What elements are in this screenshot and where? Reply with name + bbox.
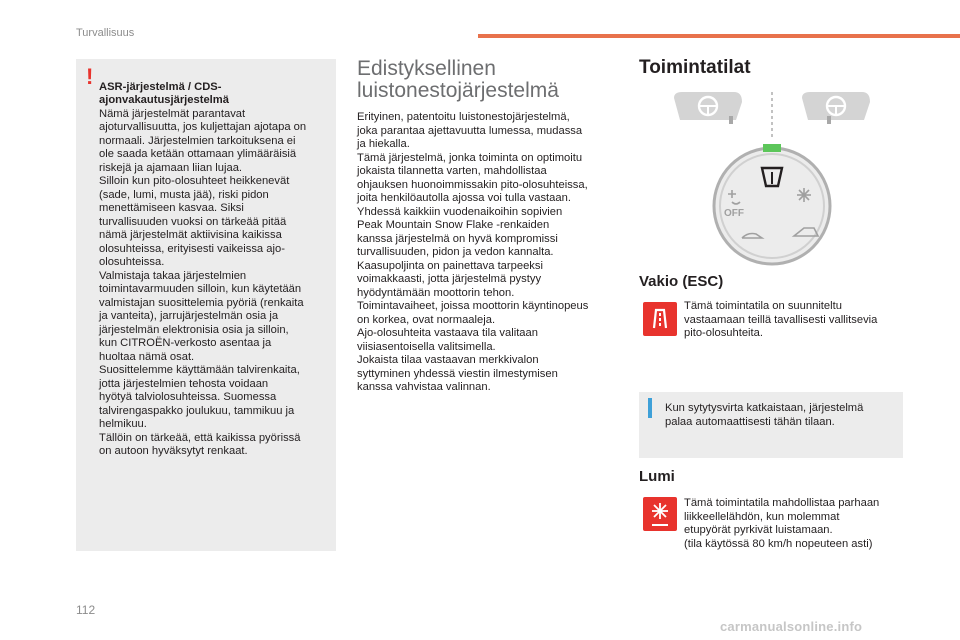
steering-wheel-right-icon: [802, 92, 870, 124]
warning-exclamation-icon: !: [86, 64, 94, 89]
info-i-icon: [648, 398, 652, 418]
snow-description: Tämä toimintatila mahdollistaa parhaan liikkeellelähdön, kun molemmat etupyörät pyrkivät luistamaan. (tila käytössä 80 km/h nopeuteen asti): [684, 497, 880, 550]
section-heading: Edistyksellinen luistonestojärjestelmä: [357, 57, 559, 102]
snow-heading: Lumi: [639, 468, 675, 485]
mode-dial-icon: [714, 144, 830, 264]
dial-off-label: OFF: [724, 208, 744, 219]
esc-description: Tämä toimintatila on suunniteltu vastaamaan teillä tavallisesti vallitsevia pito-olosuhteita.: [684, 300, 878, 339]
modes-heading: Toimintatilat: [639, 57, 751, 78]
warning-text: [99, 67, 331, 459]
page-number: 112: [76, 603, 96, 617]
section-body: Erityinen, patentoitu luistonestojärjestelmä, joka parantaa ajettavuutta lumessa, mudassa ja hiekalla. Tämä järjestelmä, jonka toiminta on optimoitu jokaista tilannetta varten, mahdollistaa ohjauksen huonoimmissakin pito-olosuhteissa, joita henkilöautolla ajossa voi tulla vastaan. Yhdessä kaikkiin vuodenaikoihin sopivien Peak Mountain Snow Flake -renkaiden kanssa järjestelmä on hyvä kompromissi turvallisuuden, pidon ja vedon kannalta. Kaasupoljinta on painettava tarpeeksi voimakkaasti, jotta järjestelmä pystyy hyödyntämään moottorin tehon. Toimintavaiheet, joissa moottorin käyntinopeus on korkea, ovat normaaleja. Ajo-olosuhteita vastaava tila valitaan viisiasentoisella valitsimella. Jokaista tilaa vastaavan merkkivalon syttyminen yhdessä viestin ilmestymisen kanssa vahvistaa valinnan.: [357, 111, 589, 393]
esc-mode-icon: [643, 302, 677, 336]
snow-mode-icon: [643, 497, 677, 531]
watermark: carmanualsonline.info: [720, 619, 863, 634]
esc-heading: Vakio (ESC): [639, 273, 724, 290]
warning-body: Nämä järjestelmät parantavat ajoturvallisuutta, jos kuljettajan ajotapa on normaali. Järjestelmien tarkoituksena ei ole saada ketään ottamaan ylimääräisiä riskejä ja ajamaan liian lujaa. Silloin kun pito-olosuhteet heikkenevät (sade, lumi, musta jää), riski pidon menettämiseen kasvaa. Siksi turvallisuuden vuoksi on tärkeää pitää nämä järjestelmät aktiivisina kaikissa olosuhteissa, erityisesti vaikeissa ajo- olosuhteissa. Valmistaja takaa järjestelmien toimintavarmuuden silloin, kun käytetään valmistajan suosittelemia pyöriä (renkaita ja vanteita), jarrujärjestelmän osia ja järjestelmän elektronisia osia ja silloin, kun CITROËN-verkosto asentaa ja huoltaa nämä osat. Suosittelemme käyttämään talvirenkaita, jotta järjestelmien tehosta voidaan hyötyä talviolosuhteissa. Suomessa talvirengaspakko joulukuu, tammikuu ja helmikuu. Tällöin on tärkeää, että kaikissa pyörissä on autoon hyväksytyt renkaat.: [99, 107, 307, 457]
steering-wheel-left-icon: [674, 92, 742, 124]
warning-title: ASR-järjestelmä / CDS- ajonvakautusjärjestelmä: [99, 80, 229, 106]
info-text: Kun sytytysvirta katkaistaan, järjestelmä palaa automaattisesti tähän tilaan.: [665, 402, 864, 428]
section-label: Turvallisuus: [76, 27, 135, 39]
mode-selector-illustration: [672, 88, 872, 268]
header-accent-bar: [478, 34, 960, 38]
